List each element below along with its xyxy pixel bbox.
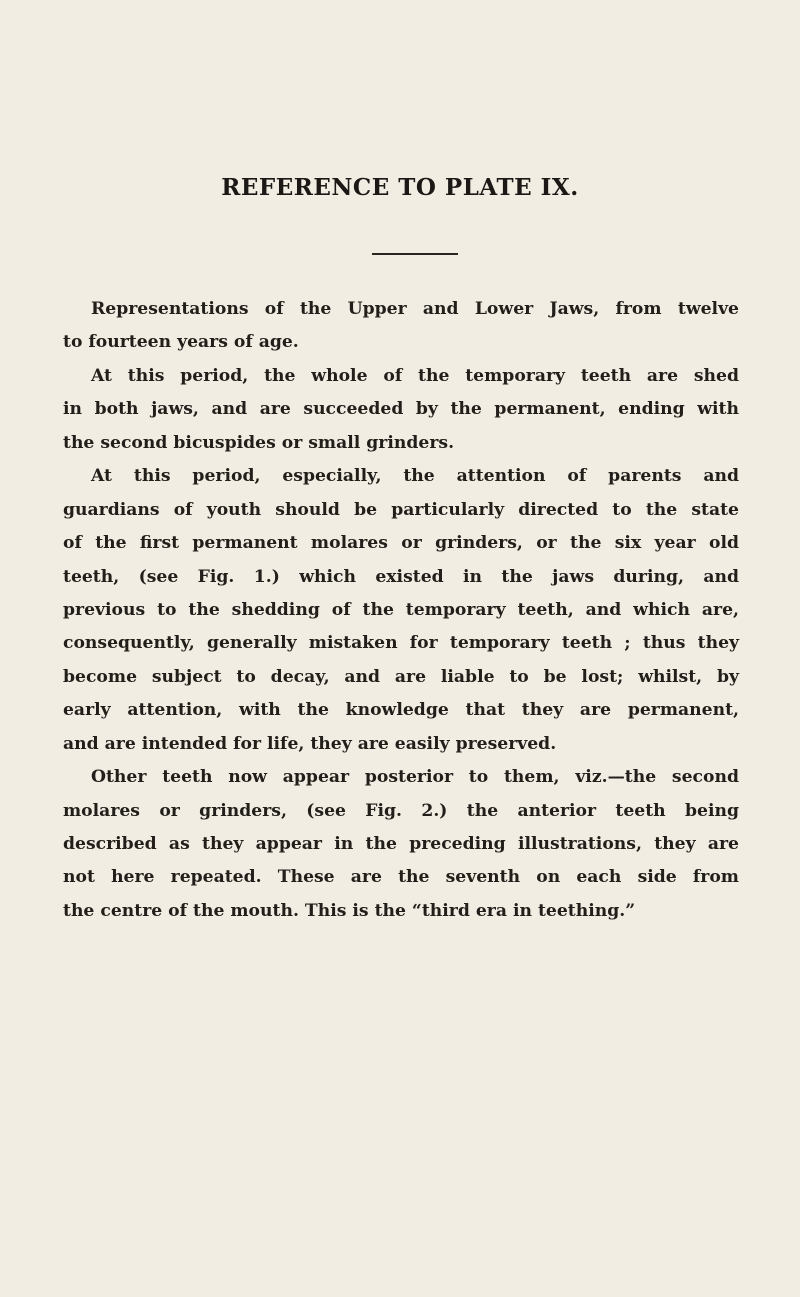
- page-title: REFERENCE TO PLATE IX.: [221, 174, 579, 201]
- text-line: to fourteen years of age.: [63, 332, 299, 353]
- text-line: in both jaws, and are succeeded by the permanent, ending with: [63, 399, 739, 420]
- text-line: and are intended for life, they are easily preserved.: [63, 733, 557, 754]
- body-text: [63, 293, 739, 928]
- title-rule: [372, 253, 458, 255]
- text-line: Other teeth now appear posterior to them, viz.—the second: [91, 767, 739, 788]
- text-line: Representations of the Upper and Lower Jaws, from twelve: [91, 299, 739, 319]
- text-line: early attention, with the knowledge that they are permanent,: [63, 700, 739, 721]
- text-line: become subject to decay, and are liable to be lost; whilst, by: [63, 666, 739, 687]
- text-line: consequently, generally mistaken for temporary teeth ; thus they: [63, 633, 739, 654]
- text-line: previous to the shedding of the temporary teeth, and which are,: [63, 599, 739, 620]
- text-line: described as they appear in the preceding illustrations, they are: [63, 834, 739, 854]
- text-line: guardians of youth should be particularly directed to the state: [63, 499, 739, 520]
- text-line: molares or grinders, (see Fig. 2.) the anterior teeth being: [63, 800, 739, 821]
- text-line: At this period, the whole of the temporary teeth are shed: [91, 365, 739, 386]
- text-line: teeth, (see Fig. 1.) which existed in the jaws during, and: [63, 566, 739, 587]
- text-line: the second bicuspides or small grinders.: [63, 432, 455, 453]
- text-line: At this period, especially, the attention of parents and: [91, 466, 739, 487]
- text-line: the centre of the mouth. This is the “third era in teething.”: [63, 900, 636, 921]
- text-line: of the first permanent molares or grinders, or the six year old: [63, 533, 739, 554]
- text-line: not here repeated. These are the seventh on each side from: [63, 867, 739, 888]
